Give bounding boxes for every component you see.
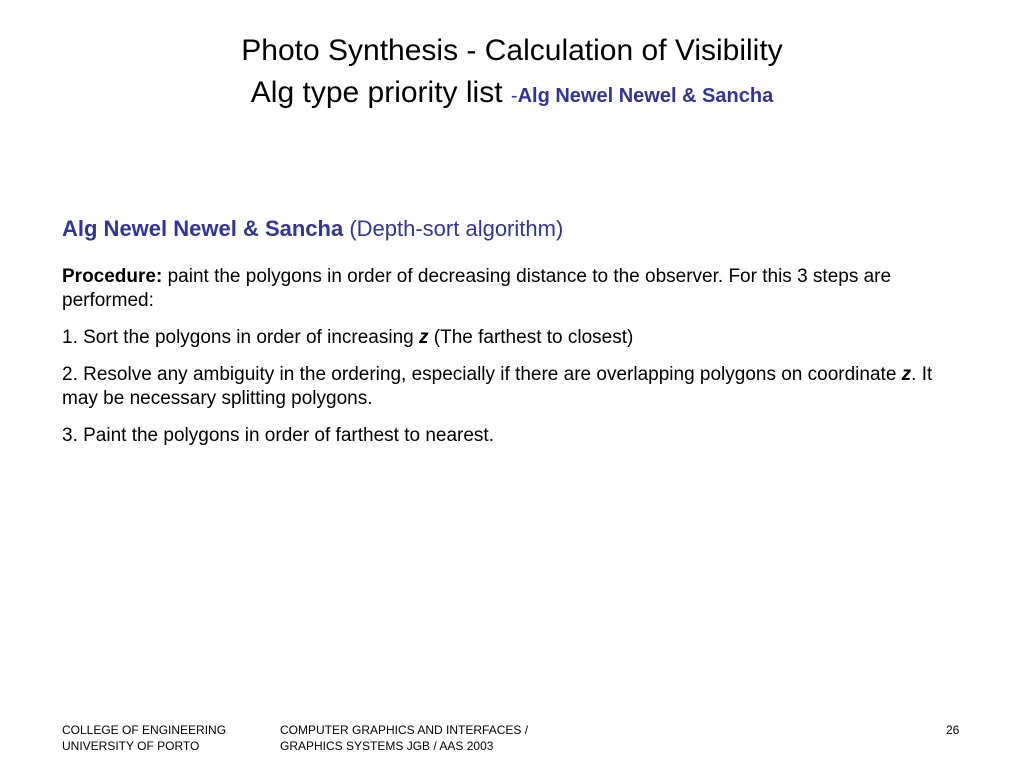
step-2-after: . It may be necessary splitting polygons. [62,364,933,409]
title-suffix-dash: - [510,85,518,107]
title-line-1: Photo Synthesis - Calculation of Visibility [241,34,783,67]
slide-body [62,213,967,461]
footer-institution-line-1: COLLEGE OF ENGINEERING [62,723,227,737]
procedure-text: paint the polygons in order of decreasing distance to the observer. For this 3 steps are performed: [62,266,892,311]
title-suffix-name: Alg Newel Newel & Sancha [517,85,774,107]
step-1 [62,326,967,350]
footer-course-line-1: COMPUTER GRAPHICS AND INTERFACES / [280,723,529,737]
procedure-label: Procedure: [62,266,163,287]
slide-title [0,30,1024,117]
algorithm-description: (Depth-sort algorithm) [343,216,564,241]
footer-institution-line-2: UNIVERSITY OF PORTO [62,739,200,753]
footer-course-line-2: GRAPHICS SYSTEMS JGB / AAS 2003 [280,739,494,753]
algorithm-name: Alg Newel Newel & Sancha [62,216,344,241]
title-suffix [511,85,773,107]
step-1-variable: z [418,327,429,348]
footer-institution [62,722,226,754]
footer-course [280,722,528,754]
step-1-before: 1. Sort the polygons in order of increasing [62,327,419,348]
step-2-before: 2. Resolve any ambiguity in the ordering, especially if there are overlapping polygons on coordinate [62,364,902,385]
algorithm-heading [62,213,967,245]
title-line-2 [0,72,1024,117]
step-3: 3. Paint the polygons in order of farthest to nearest. [62,425,494,446]
step-2-variable: z [901,364,912,385]
page-number: 26 [946,723,960,737]
title-line-2-main: Alg type priority list [250,76,511,109]
procedure-paragraph [62,265,967,313]
step-1-after: (The farthest to closest) [428,327,634,348]
step-2 [62,363,967,411]
